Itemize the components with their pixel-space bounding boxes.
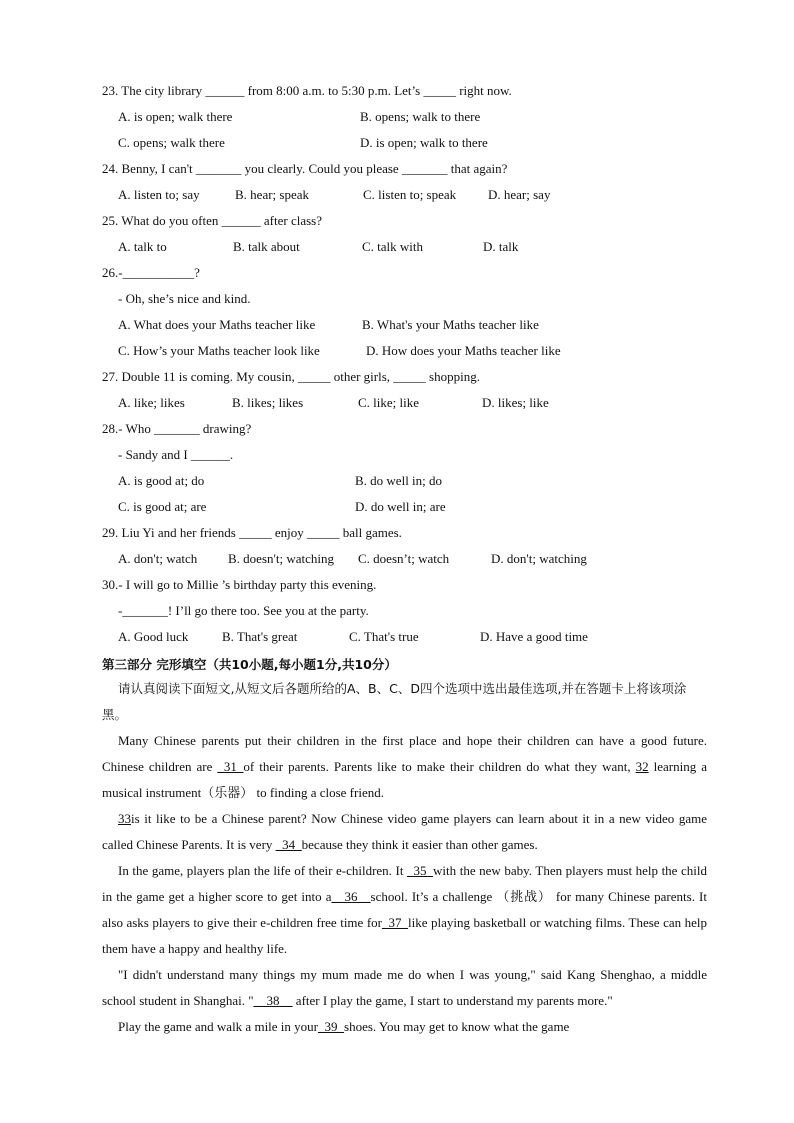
paragraph-text: school. It’s a challenge （挑战） for many Chinese parents. It also asks players to give their e-children free time for [102, 889, 707, 930]
q24-option-c: C. listen to; speak [363, 187, 457, 202]
q30-option-a: A. Good luck [118, 629, 189, 644]
passage-paragraph-5 [102, 1014, 707, 1040]
question-24-stem: 24. Benny, I can't _______ you clearly. Could you please _______ that again? [102, 161, 508, 176]
q25-option-c: C. talk with [362, 239, 424, 254]
paragraph-text: with the new baby. Then players must help the child in the game get a higher score to get into a [102, 863, 708, 904]
blank-39: _39_ [318, 1019, 345, 1034]
q26-option-d: D. How does your Maths teacher like [366, 343, 561, 358]
q27-option-d: D. likes; like [482, 395, 549, 410]
q28-option-d: D. do well in; are [355, 499, 446, 514]
blank-32: 32 [635, 759, 649, 774]
question-28-stem: 28.- Who _______ drawing? [102, 421, 252, 436]
section-3-title: 第三部分 完形填空（共10小题,每小题1分,共10分） [102, 657, 397, 672]
q28-option-a: A. is good at; do [118, 473, 205, 488]
paragraph-text: Play the game and walk a mile in your [118, 1019, 319, 1034]
question-29-stem: 29. Liu Yi and her friends _____ enjoy _____ ball games. [102, 525, 402, 540]
q29-option-c: C. doesn’t; watch [358, 551, 450, 566]
q26-option-a: A. What does your Maths teacher like [118, 317, 316, 332]
blank-33: 33 [118, 811, 131, 826]
question-30-dialogue: -_______! I’ll go there too. See you at the party. [118, 603, 369, 618]
q25-option-b: B. talk about [233, 239, 300, 254]
paragraph-text: because they think it easier than other games. [301, 837, 538, 852]
q23-option-a: A. is open; walk there [118, 109, 233, 124]
question-28-dialogue: - Sandy and I ______. [118, 447, 234, 462]
q27-option-b: B. likes; likes [232, 395, 304, 410]
section-3-instruction: 请认真阅读下面短文,从短文后各题所给的A、B、C、D四个选项中选出最佳选项,并在答题卡上将该项涂黑。 [102, 681, 687, 722]
passage-paragraph-2 [102, 806, 707, 858]
q28-option-b: B. do well in; do [355, 473, 443, 488]
q26-option-b: B. What's your Maths teacher like [362, 317, 539, 332]
q23-option-d: D. is open; walk to there [360, 135, 488, 150]
q27-option-c: C. like; like [358, 395, 420, 410]
q29-option-d: D. don't; watching [491, 551, 587, 566]
paragraph-text: of their parents. Parents like to make their children do what they want, [243, 759, 631, 774]
blank-31: _31_ [217, 759, 244, 774]
paragraph-text: In the game, players plan the life of their e-children. It [118, 863, 404, 878]
question-23-stem: 23. The city library ______ from 8:00 a.m. to 5:30 p.m. Let’s _____ right now. [102, 83, 512, 98]
paragraph-text: Many Chinese parents put their children in the first place and hope their children can have a good future. Chinese children are [102, 733, 707, 774]
blank-37: _37_ [382, 915, 408, 930]
question-25-stem: 25. What do you often ______ after class? [102, 213, 322, 228]
paragraph-text: shoes. You may get to know what the game [344, 1019, 570, 1034]
q24-option-b: B. hear; speak [235, 187, 310, 202]
paragraph-text: "I didn't understand many things my mum made me do when I was young," said Kang Shenghao, a middle school student in Shanghai. " [102, 967, 707, 1008]
q23-option-c: C. opens; walk there [118, 135, 225, 150]
question-30-stem: 30.- I will go to Millie ’s birthday party this evening. [102, 577, 377, 592]
q26-option-c: C. How’s your Maths teacher look like [118, 343, 320, 358]
paragraph-text: like playing basketball or watching films. These can help them have a happy and healthy life. [102, 915, 708, 956]
q25-option-a: A. talk to [118, 239, 167, 254]
passage-paragraph-1 [102, 728, 707, 806]
blank-38: __38__ [253, 993, 293, 1008]
question-26-stem: 26.-___________? [102, 265, 200, 280]
blank-36: __36__ [331, 889, 371, 904]
q30-option-b: B. That's great [222, 629, 298, 644]
passage-paragraph-3 [102, 858, 707, 962]
question-26-dialogue: - Oh, she’s nice and kind. [118, 291, 251, 306]
blank-35: _35_ [407, 863, 434, 878]
blank-34: _34_ [275, 837, 302, 852]
passage-paragraph-4 [102, 962, 707, 1014]
q27-option-a: A. like; likes [118, 395, 185, 410]
paragraph-text: is it like to be a Chinese parent? Now Chinese video game players can learn about it in a new video game called Chinese Parents. It is very [102, 811, 707, 852]
q29-option-b: B. doesn't; watching [228, 551, 334, 566]
q23-option-b: B. opens; walk to there [360, 109, 481, 124]
q25-option-d: D. talk [483, 239, 519, 254]
paragraph-text: learning a musical instrument（乐器） to finding a close friend. [102, 759, 708, 800]
q28-option-c: C. is good at; are [118, 499, 207, 514]
q30-option-c: C. That's true [349, 629, 419, 644]
q30-option-d: D. Have a good time [480, 629, 588, 644]
q24-option-d: D. hear; say [488, 187, 551, 202]
q29-option-a: A. don't; watch [118, 551, 198, 566]
question-27-stem: 27. Double 11 is coming. My cousin, _____ other girls, _____ shopping. [102, 369, 480, 384]
paragraph-text: after I play the game, I start to understand my parents more." [295, 993, 613, 1008]
q24-option-a: A. listen to; say [118, 187, 200, 202]
